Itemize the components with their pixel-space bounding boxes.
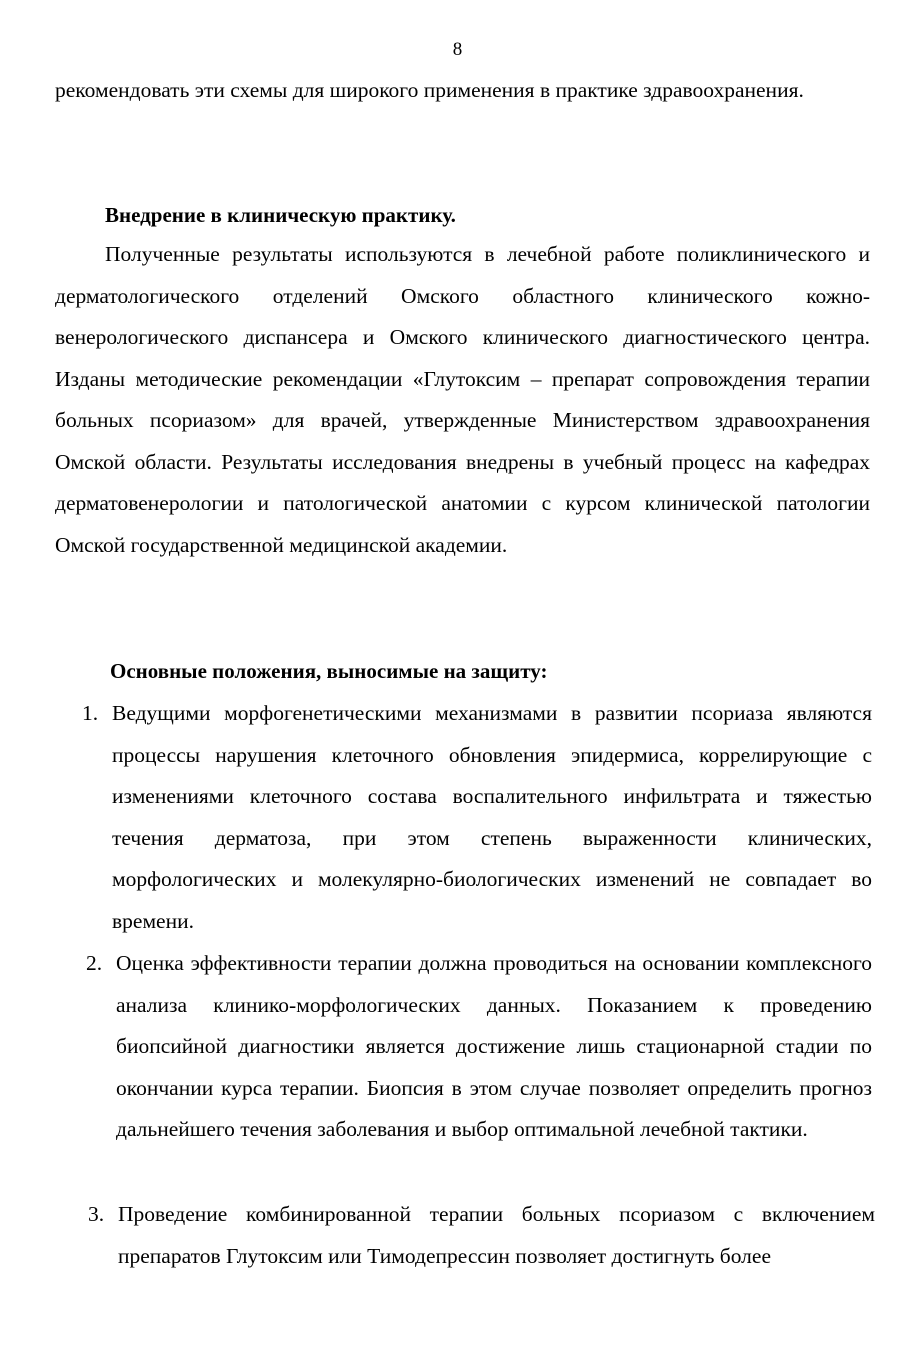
section-heading-theses: Основные положения, выносимые на защиту: [110,659,548,683]
list-item [82,693,872,942]
paragraph-implementation: Полученные результаты используются в лечебной работе поликлинического и дерматологического отделений Омского областного клинического кожно-венерологического диспансера и Омского клинического диагностического центра. Изданы методические рекомендации «Глутоксим – препарат сопровождения терапии больных псориазом» для врачей, утвержденные Министерством здравоохранения Омской области. Результаты исследования внедрены в учебный процесс на кафедрах дерматовенерологии и патологической анатомии с курсом клинической патологии Омской государственной медицинской академии. [55,242,870,557]
list-item-number: 2. [86,951,103,975]
list-item-text: Оценка эффективности терапии должна проводиться на основании комплексного анализа клинико-морфологических данных. Показанием к проведению биопсийной диагностики является достижение лишь стационарной стадии по окончании курса терапии. Биопсия в этом случае позволяет определить прогноз дальнейшего течения заболевания и выбор оптимальной лечебной тактики. [116,951,872,1141]
page-number: 8 [452,39,463,60]
paragraph-continuation: рекомендовать эти схемы для широкого применения в практике здравоохранения. [55,78,804,102]
section-heading-implementation: Внедрение в клиническую практику. [105,203,456,227]
list-item [86,943,872,1151]
list-item-number: 3. [88,1202,105,1226]
list-item-number: 1. [82,701,99,725]
list-item [88,1194,875,1277]
list-item-text: Проведение комбинированной терапии больных псориазом с включением препаратов Глутоксим или Тимодепрессин позволяет достигнуть более [118,1202,875,1268]
list-item-text: Ведущими морфогенетическими механизмами в развитии псориаза являются процессы нарушения клеточного обновления эпидермиса, коррелирующие с изменениями клеточного состава воспалительного инфильтрата и тяжестью течения дерматоза, при этом степень выраженности клинических, морфологических и молекулярно-биологических изменений не совпадает во времени. [112,701,872,933]
